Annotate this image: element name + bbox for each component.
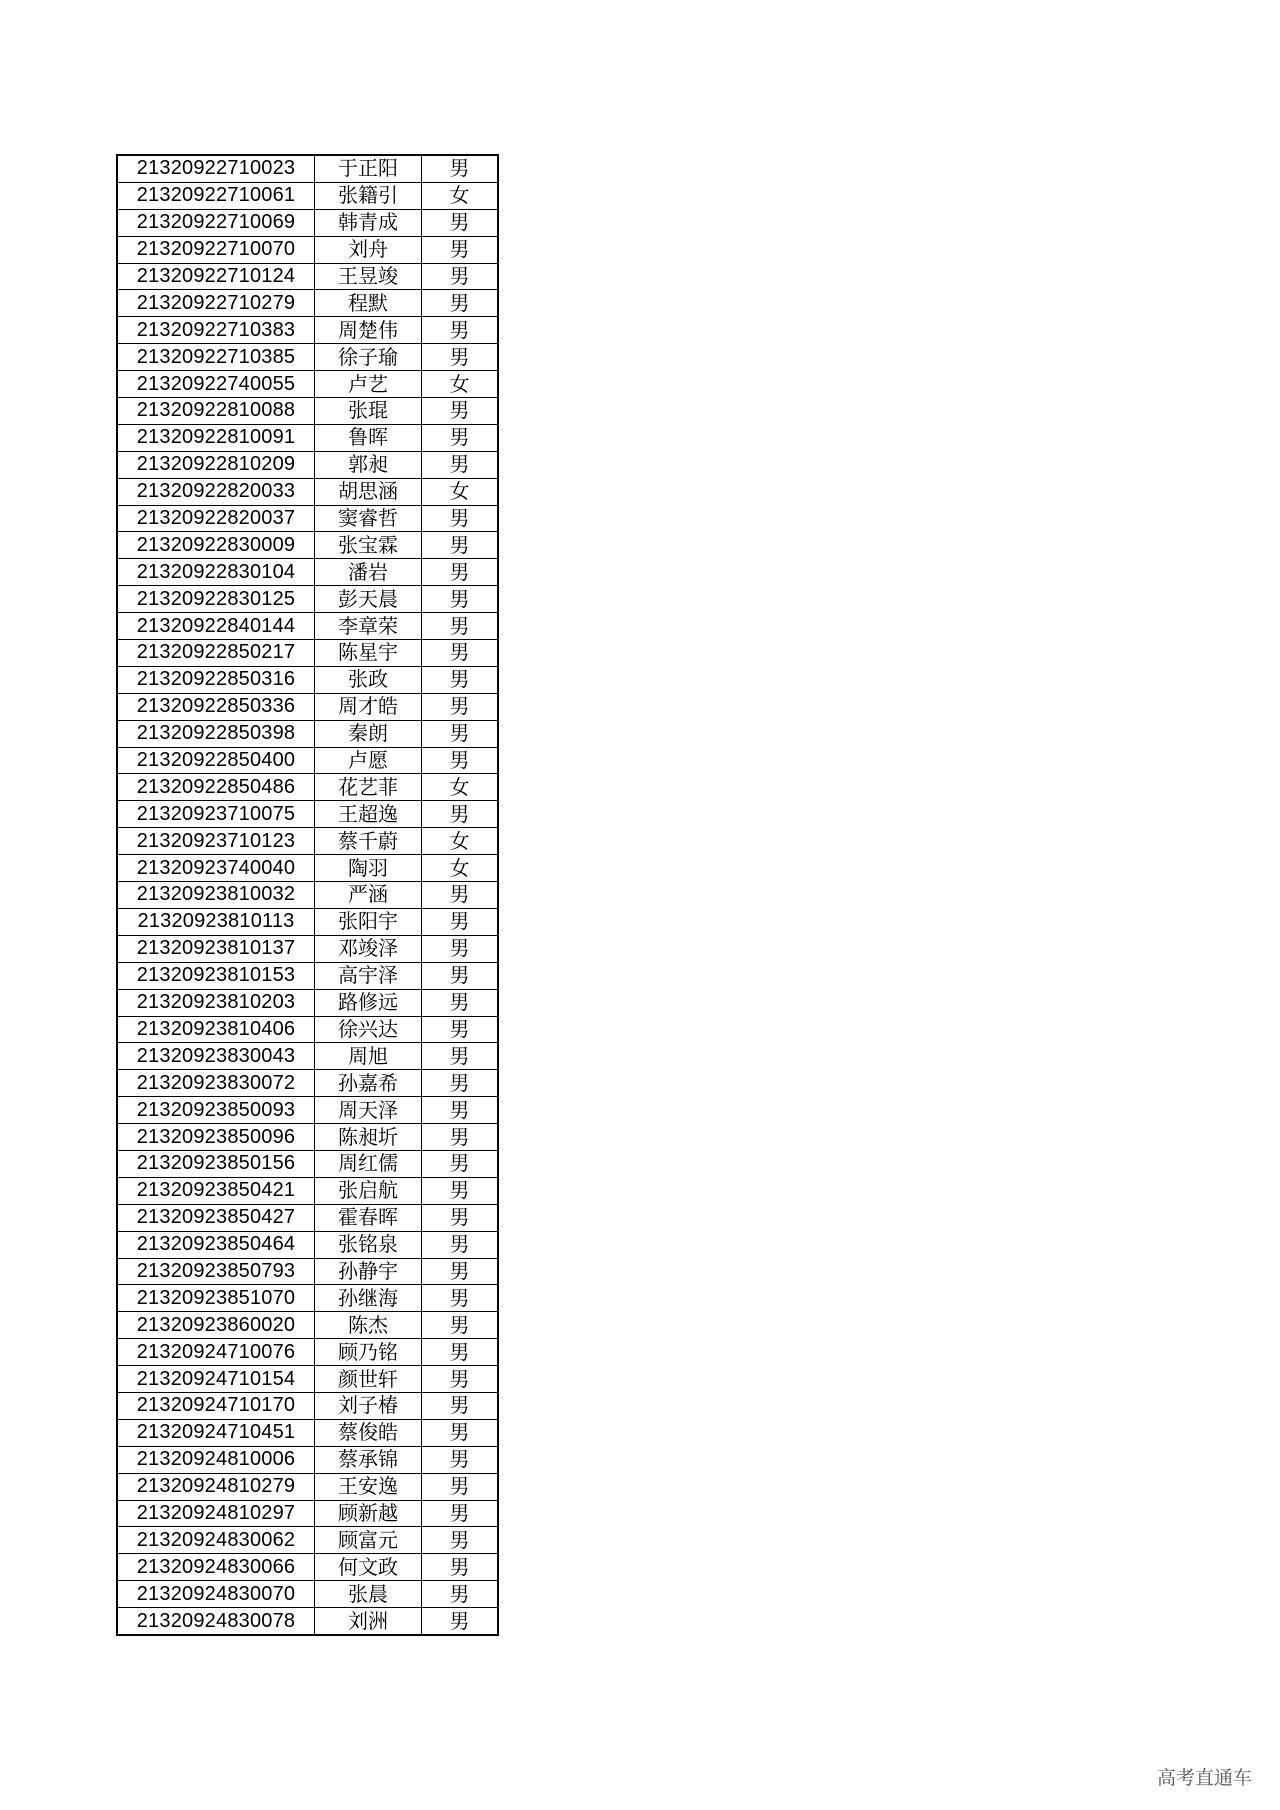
student-gender-cell: 男 [422, 1177, 499, 1204]
student-gender-cell: 男 [422, 586, 499, 613]
table-row [117, 774, 498, 801]
student-id-cell: 21320922830125 [117, 586, 315, 613]
table-row [117, 882, 498, 909]
student-gender-cell: 男 [422, 263, 499, 290]
student-name-cell: 周楚伟 [315, 317, 422, 344]
student-id-cell: 21320923860020 [117, 1312, 315, 1339]
table-row [117, 1366, 498, 1393]
student-gender-cell: 男 [422, 801, 499, 828]
roster-table-body [117, 155, 498, 1635]
student-name-cell: 徐兴达 [315, 1016, 422, 1043]
table-row [117, 1204, 498, 1231]
student-id-cell: 21320923740040 [117, 855, 315, 882]
table-row [117, 1043, 498, 1070]
student-id-cell: 21320922810209 [117, 451, 315, 478]
table-row [117, 290, 498, 317]
student-id-cell: 21320922710383 [117, 317, 315, 344]
student-id-cell: 21320923850096 [117, 1124, 315, 1151]
student-name-cell: 路修远 [315, 989, 422, 1016]
table-row [117, 801, 498, 828]
student-name-cell: 窦睿哲 [315, 505, 422, 532]
table-row [117, 263, 498, 290]
table-row [117, 855, 498, 882]
student-gender-cell: 男 [422, 989, 499, 1016]
table-row [117, 1527, 498, 1554]
student-id-cell: 21320924830070 [117, 1581, 315, 1608]
table-row [117, 586, 498, 613]
student-id-cell: 21320923810203 [117, 989, 315, 1016]
student-gender-cell: 男 [422, 613, 499, 640]
student-gender-cell: 男 [422, 1366, 499, 1393]
student-id-cell: 21320922710385 [117, 344, 315, 371]
student-gender-cell: 男 [422, 1473, 499, 1500]
table-row [117, 1312, 498, 1339]
table-row [117, 908, 498, 935]
student-id-cell: 21320923810153 [117, 962, 315, 989]
student-gender-cell: 男 [422, 1043, 499, 1070]
table-row [117, 424, 498, 451]
student-id-cell: 21320922820037 [117, 505, 315, 532]
student-name-cell: 郭昶 [315, 451, 422, 478]
student-gender-cell: 男 [422, 935, 499, 962]
student-name-cell: 蔡承锦 [315, 1446, 422, 1473]
table-row [117, 371, 498, 398]
student-id-cell: 21320922850217 [117, 640, 315, 667]
student-gender-cell: 男 [422, 1608, 499, 1635]
student-gender-cell: 男 [422, 908, 499, 935]
student-name-cell: 张政 [315, 666, 422, 693]
student-name-cell: 刘子椿 [315, 1392, 422, 1419]
student-gender-cell: 男 [422, 451, 499, 478]
student-gender-cell: 男 [422, 424, 499, 451]
table-row [117, 693, 498, 720]
student-name-cell: 花艺菲 [315, 774, 422, 801]
table-row [117, 532, 498, 559]
student-gender-cell: 男 [422, 666, 499, 693]
student-id-cell: 21320923850093 [117, 1097, 315, 1124]
student-name-cell: 张宝霖 [315, 532, 422, 559]
student-gender-cell: 女 [422, 774, 499, 801]
student-gender-cell: 男 [422, 209, 499, 236]
table-row [117, 640, 498, 667]
student-name-cell: 陈星宇 [315, 640, 422, 667]
student-gender-cell: 男 [422, 1339, 499, 1366]
student-name-cell: 刘舟 [315, 236, 422, 263]
student-name-cell: 李章荣 [315, 613, 422, 640]
student-name-cell: 霍春晖 [315, 1204, 422, 1231]
student-id-cell: 21320923810032 [117, 882, 315, 909]
student-gender-cell: 男 [422, 1070, 499, 1097]
table-row [117, 1177, 498, 1204]
student-id-cell: 21320924830066 [117, 1554, 315, 1581]
student-id-cell: 21320924710076 [117, 1339, 315, 1366]
table-row [117, 962, 498, 989]
student-id-cell: 21320924810006 [117, 1446, 315, 1473]
student-name-cell: 胡思涵 [315, 478, 422, 505]
student-name-cell: 卢愿 [315, 747, 422, 774]
table-row [117, 1339, 498, 1366]
student-name-cell: 孙继海 [315, 1285, 422, 1312]
student-id-cell: 21320922850486 [117, 774, 315, 801]
student-gender-cell: 男 [422, 505, 499, 532]
student-gender-cell: 男 [422, 747, 499, 774]
table-row [117, 1446, 498, 1473]
student-gender-cell: 男 [422, 1097, 499, 1124]
student-gender-cell: 男 [422, 1419, 499, 1446]
student-id-cell: 21320922850336 [117, 693, 315, 720]
table-row [117, 1258, 498, 1285]
student-id-cell: 21320923850156 [117, 1150, 315, 1177]
watermark-text: 高考直通车 [1156, 1767, 1252, 1789]
student-id-cell: 21320924710451 [117, 1419, 315, 1446]
student-gender-cell: 男 [422, 290, 499, 317]
student-name-cell: 蔡俊皓 [315, 1419, 422, 1446]
table-row [117, 344, 498, 371]
table-row [117, 1500, 498, 1527]
student-name-cell: 周天泽 [315, 1097, 422, 1124]
student-id-cell: 21320922710279 [117, 290, 315, 317]
student-gender-cell: 男 [422, 1016, 499, 1043]
student-id-cell: 21320924710154 [117, 1366, 315, 1393]
student-name-cell: 张启航 [315, 1177, 422, 1204]
student-name-cell: 蔡千蔚 [315, 828, 422, 855]
student-id-cell: 21320923830043 [117, 1043, 315, 1070]
student-id-cell: 21320923850793 [117, 1258, 315, 1285]
student-name-cell: 严涵 [315, 882, 422, 909]
table-row [117, 1097, 498, 1124]
table-row [117, 828, 498, 855]
student-gender-cell: 男 [422, 640, 499, 667]
student-gender-cell: 男 [422, 1392, 499, 1419]
student-id-cell: 21320922850316 [117, 666, 315, 693]
student-gender-cell: 男 [422, 720, 499, 747]
student-name-cell: 于正阳 [315, 155, 422, 182]
student-gender-cell: 男 [422, 1581, 499, 1608]
student-name-cell: 陈杰 [315, 1312, 422, 1339]
student-gender-cell: 男 [422, 532, 499, 559]
student-name-cell: 张铭泉 [315, 1231, 422, 1258]
student-name-cell: 邓竣泽 [315, 935, 422, 962]
student-id-cell: 21320922820033 [117, 478, 315, 505]
table-row [117, 478, 498, 505]
student-gender-cell: 男 [422, 882, 499, 909]
student-name-cell: 韩青成 [315, 209, 422, 236]
student-gender-cell: 男 [422, 1124, 499, 1151]
student-gender-cell: 男 [422, 1285, 499, 1312]
table-row [117, 209, 498, 236]
table-row [117, 720, 498, 747]
student-id-cell: 21320923850421 [117, 1177, 315, 1204]
student-id-cell: 21320924830062 [117, 1527, 315, 1554]
student-name-cell: 王超逸 [315, 801, 422, 828]
student-id-cell: 21320923710123 [117, 828, 315, 855]
student-id-cell: 21320923851070 [117, 1285, 315, 1312]
table-row [117, 182, 498, 209]
student-id-cell: 21320924810297 [117, 1500, 315, 1527]
student-gender-cell: 男 [422, 317, 499, 344]
table-row [117, 155, 498, 182]
student-gender-cell: 男 [422, 344, 499, 371]
table-row [117, 935, 498, 962]
student-name-cell: 陈昶圻 [315, 1124, 422, 1151]
student-id-cell: 21320923810137 [117, 935, 315, 962]
student-gender-cell: 男 [422, 1554, 499, 1581]
student-gender-cell: 男 [422, 1150, 499, 1177]
student-name-cell: 卢艺 [315, 371, 422, 398]
table-row [117, 1419, 498, 1446]
table-row [117, 1581, 498, 1608]
student-name-cell: 徐子瑜 [315, 344, 422, 371]
table-row [117, 613, 498, 640]
table-row [117, 747, 498, 774]
student-name-cell: 潘岩 [315, 559, 422, 586]
student-name-cell: 高宇泽 [315, 962, 422, 989]
student-gender-cell: 男 [422, 962, 499, 989]
student-name-cell: 孙嘉希 [315, 1070, 422, 1097]
student-id-cell: 21320923810113 [117, 908, 315, 935]
table-row [117, 1285, 498, 1312]
table-row [117, 451, 498, 478]
table-row [117, 236, 498, 263]
table-row [117, 1231, 498, 1258]
student-name-cell: 顾乃铭 [315, 1339, 422, 1366]
student-id-cell: 21320924810279 [117, 1473, 315, 1500]
table-row [117, 505, 498, 532]
student-name-cell: 张晨 [315, 1581, 422, 1608]
student-id-cell: 21320922850400 [117, 747, 315, 774]
table-row [117, 1608, 498, 1635]
student-name-cell: 王安逸 [315, 1473, 422, 1500]
student-id-cell: 21320922710070 [117, 236, 315, 263]
admission-roster-table [116, 154, 499, 1636]
student-name-cell: 彭天晨 [315, 586, 422, 613]
student-gender-cell: 男 [422, 1258, 499, 1285]
student-name-cell: 顾新越 [315, 1500, 422, 1527]
student-id-cell: 21320922850398 [117, 720, 315, 747]
student-name-cell: 周红儒 [315, 1150, 422, 1177]
student-id-cell: 21320922710069 [117, 209, 315, 236]
student-gender-cell: 女 [422, 182, 499, 209]
table-row [117, 559, 498, 586]
student-name-cell: 张琨 [315, 398, 422, 425]
student-id-cell: 21320924710170 [117, 1392, 315, 1419]
student-gender-cell: 男 [422, 155, 499, 182]
table-row [117, 317, 498, 344]
student-gender-cell: 男 [422, 559, 499, 586]
table-row [117, 1473, 498, 1500]
student-name-cell: 孙静宇 [315, 1258, 422, 1285]
student-id-cell: 21320922810088 [117, 398, 315, 425]
student-gender-cell: 男 [422, 398, 499, 425]
student-id-cell: 21320922840144 [117, 613, 315, 640]
student-name-cell: 程默 [315, 290, 422, 317]
table-row [117, 666, 498, 693]
student-name-cell: 何文政 [315, 1554, 422, 1581]
student-name-cell: 周才皓 [315, 693, 422, 720]
student-id-cell: 21320923710075 [117, 801, 315, 828]
student-gender-cell: 女 [422, 855, 499, 882]
student-name-cell: 周旭 [315, 1043, 422, 1070]
student-name-cell: 颜世轩 [315, 1366, 422, 1393]
student-name-cell: 刘洲 [315, 1608, 422, 1635]
student-gender-cell: 男 [422, 693, 499, 720]
table-row [117, 989, 498, 1016]
table-row [117, 1554, 498, 1581]
student-id-cell: 21320922830009 [117, 532, 315, 559]
student-gender-cell: 女 [422, 371, 499, 398]
student-name-cell: 张籍引 [315, 182, 422, 209]
table-row [117, 1070, 498, 1097]
student-id-cell: 21320922710023 [117, 155, 315, 182]
table-row [117, 1016, 498, 1043]
student-id-cell: 21320922710124 [117, 263, 315, 290]
student-gender-cell: 男 [422, 1446, 499, 1473]
table-row [117, 1150, 498, 1177]
table-row [117, 1124, 498, 1151]
student-id-cell: 21320923810406 [117, 1016, 315, 1043]
table-row [117, 398, 498, 425]
student-id-cell: 21320923850464 [117, 1231, 315, 1258]
student-name-cell: 陶羽 [315, 855, 422, 882]
student-id-cell: 21320922810091 [117, 424, 315, 451]
student-id-cell: 21320923830072 [117, 1070, 315, 1097]
student-name-cell: 顾富元 [315, 1527, 422, 1554]
student-gender-cell: 男 [422, 1500, 499, 1527]
student-id-cell: 21320922830104 [117, 559, 315, 586]
student-gender-cell: 男 [422, 1312, 499, 1339]
student-gender-cell: 男 [422, 1231, 499, 1258]
student-name-cell: 王昱竣 [315, 263, 422, 290]
student-id-cell: 21320924830078 [117, 1608, 315, 1635]
student-name-cell: 张阳宇 [315, 908, 422, 935]
student-gender-cell: 男 [422, 1204, 499, 1231]
student-id-cell: 21320922710061 [117, 182, 315, 209]
student-gender-cell: 女 [422, 478, 499, 505]
student-gender-cell: 男 [422, 1527, 499, 1554]
table-row [117, 1392, 498, 1419]
student-id-cell: 21320923850427 [117, 1204, 315, 1231]
student-name-cell: 鲁晖 [315, 424, 422, 451]
student-gender-cell: 男 [422, 236, 499, 263]
student-id-cell: 21320922740055 [117, 371, 315, 398]
student-name-cell: 秦朗 [315, 720, 422, 747]
student-gender-cell: 女 [422, 828, 499, 855]
